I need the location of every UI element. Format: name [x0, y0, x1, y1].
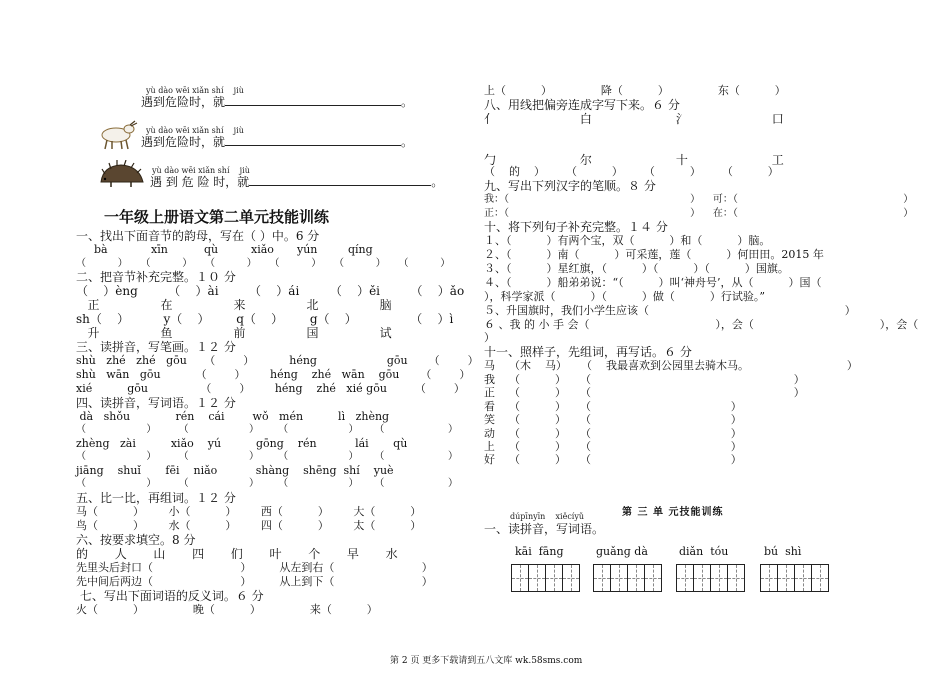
- s1-syllable: bà: [94, 243, 108, 256]
- unit3-word-pinyin: bú shì: [764, 545, 802, 558]
- s11-row: 我 （ ） （ ）: [484, 373, 805, 386]
- s9-row: 我：（ ） 可：（ ）: [484, 194, 914, 205]
- s11-row: 正 （ ） （ ）: [484, 386, 805, 399]
- unit3-heading: 一、读拼音，写词语。: [484, 522, 605, 536]
- s10-heading: 十、将下列句子补充完整。１４ 分: [484, 220, 668, 234]
- s9-heading: 九、写出下列汉字的笔顺。８ 分: [484, 179, 656, 193]
- s1-heading: 一、找出下面音节的韵母，写在（ ）中。6 分: [76, 229, 320, 243]
- s10-row: １、（ ）有两个宝，双（ ）和（ ）脑。: [484, 234, 771, 247]
- goat-image: [93, 120, 139, 150]
- s2-row2: sh（ ） y（ ） q（ ） g（ ） （ ）ì: [76, 312, 454, 326]
- s3-heading: 三、读拼音，写笔画。１２ 分: [76, 340, 236, 354]
- sentence-1: 遇到危险时，就 。: [141, 95, 414, 109]
- s1-syllable: xiǎo: [251, 243, 274, 256]
- s1-brackets: （ ） （ ） （ ） （ ） （ ） （ ）: [76, 258, 451, 269]
- s5-row: 鸟（ ） 水（ ） 四（ ） 太（ ）: [76, 519, 422, 532]
- s3-row: shù wān gōu （ ） héng zhé wān gōu （ ）: [76, 368, 471, 381]
- writing-grid[interactable]: [676, 564, 745, 592]
- writing-grid[interactable]: [593, 564, 662, 592]
- s7-row2: 上（ ） 降（ ） 东（ ）: [484, 84, 786, 97]
- page-footer: 第 2 页 更多下载请到五八文库 wk.58sms.com: [390, 656, 583, 666]
- s11-row: 好 （ ） （ ）: [484, 453, 742, 466]
- s8-row2: 勹 尔 十 工: [484, 153, 784, 167]
- s8-row1: 亻 白 氵 口: [484, 112, 784, 126]
- s11-example: 马 （木 马） （ 我最喜欢到公园里去骑木马。 ）: [484, 359, 858, 372]
- s4-heading: 四、读拼音，写词语。１２ 分: [76, 396, 236, 410]
- s11-row: 笑 （ ） （ ）: [484, 413, 742, 426]
- s1-syllable: xīn: [151, 243, 168, 256]
- s10-row: ３、（ ）星红旗，（ ）（ ）（ ）国旗。: [484, 262, 789, 275]
- s4-row: zhèng zài xiǎo yú gōng rén lái qù: [76, 437, 408, 450]
- sentence-3: 遇 到 危 险 时，就 。: [150, 175, 444, 189]
- s8-row3: （ 的 ） （ ） （ ） （ ）: [484, 165, 779, 178]
- s7-heading: 七、写出下面词语的反义词。６ 分: [76, 589, 264, 603]
- s10-row: ）: [484, 331, 495, 344]
- s6-row: 先中间后两边（ ） 从上到下（ ）: [76, 575, 433, 588]
- s10-row: ５、升国旗时，我们小学生应该（ ）: [484, 304, 856, 317]
- unit3-word-pinyin: kāi fānɡ: [515, 545, 564, 558]
- unit2-title: 一年级上册语文第二单元技能训练: [104, 208, 330, 226]
- s10-row: ），科学家派（ ）（ ）做（ ）行试验。”: [484, 290, 766, 303]
- s4-row: （ ） （ ） （ ） （ ）: [76, 478, 458, 489]
- s5-heading: 五、比一比，再组词。１２ 分: [76, 491, 236, 505]
- s2-heading: 二、把音节补充完整。１０ 分: [76, 270, 236, 284]
- s10-row: ６ 、我 的 小 手 会（ ），会（ ），会（: [484, 318, 919, 331]
- s4-row: dà shǒu rén cái wǒ mén lì zhèng: [76, 410, 390, 423]
- s11-row: 上 （ ） （ ）: [484, 440, 742, 453]
- s3-row: shù zhé zhé gōu （ ） héng gōu （ ）: [76, 354, 479, 367]
- s4-row: jiāng shuǐ fēi niǎo shàng shēng shí yuè: [76, 464, 394, 477]
- s2-row1: （ ）èng （ ）ài （ ）ái （ ）ěi （ ）ǎo: [76, 284, 465, 298]
- s6-row: 先里头后封口（ ） 从左到右（ ）: [76, 561, 433, 574]
- s1-syllable: qù: [204, 243, 219, 256]
- s10-row: ４、（ ）船弟弟说：“（ ）叫‘神舟号’，从（ ）国（: [484, 276, 822, 289]
- unit3-word-pinyin: diǎn tóu: [679, 545, 729, 558]
- s2-row1-chars: 正 在 来 北 脑: [76, 298, 392, 312]
- s3-row: xié gōu （ ） héng zhé xié gōu （ ）: [76, 382, 465, 395]
- writing-grid[interactable]: [760, 564, 829, 592]
- hedgehog-image: [97, 160, 145, 188]
- s1-syllable: qíng: [348, 243, 373, 256]
- s7-row1: 火（ ） 晚（ ） 来（ ）: [76, 603, 378, 616]
- s11-heading: 十一、照样子，先组词，再写话。６ 分: [484, 345, 692, 359]
- s6-heading: 六、按要求填空。8 分: [76, 533, 196, 547]
- s9-row: 正：（ ） 在：（ ）: [484, 208, 914, 219]
- sentence-2-pinyin: yù dào wēi xiǎn shí jiù: [146, 126, 244, 135]
- unit3-word-pinyin: ɡuǎnɡ dà: [596, 545, 648, 558]
- writing-grid[interactable]: [511, 564, 580, 592]
- s6-chars: 的 人 山 四 们 叶 个 早 水: [76, 547, 398, 561]
- s11-row: 动 （ ） （ ）: [484, 427, 742, 440]
- sentence-1-pinyin: yù dào wēi xiǎn shí jiù: [146, 86, 244, 95]
- s5-row: 马（ ） 小（ ） 西（ ） 大（ ）: [76, 505, 422, 518]
- s10-row: ２、（ ）南（ ）可采莲，莲（ ）何田田。2015 年: [484, 248, 824, 261]
- s11-row: 看 （ ） （ ）: [484, 400, 742, 413]
- s4-row: （ ） （ ） （ ） （ ）: [76, 451, 458, 462]
- sentence-2: 遇到危险时，就 。: [141, 135, 414, 149]
- s8-heading: 八、用线把偏旁连成字写下来。６ 分: [484, 98, 680, 112]
- sentence-3-pinyin: yù dào wēi xiǎn shí jiù: [152, 166, 250, 175]
- s1-syllable: yún: [297, 243, 318, 256]
- unit3-title: 第 三 单 元技能训练: [622, 507, 724, 518]
- s4-row: （ ） （ ） （ ） （ ）: [76, 424, 458, 435]
- unit3-pinyin-hint: dúpīnyīn xiěcíyǔ: [510, 512, 585, 521]
- s2-row2-chars: 升 鱼 前 国 试: [76, 326, 392, 340]
